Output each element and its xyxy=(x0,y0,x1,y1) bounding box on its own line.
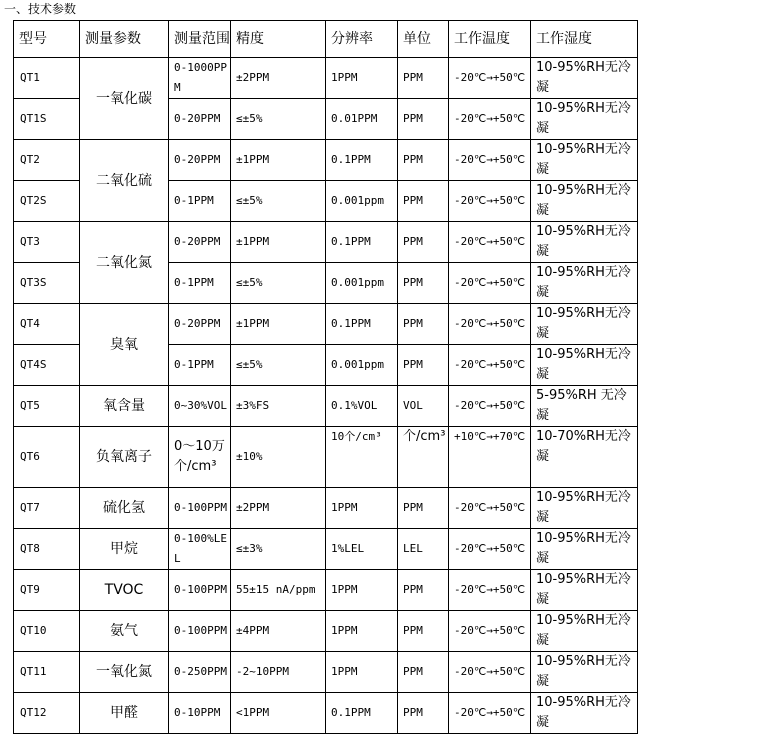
humidity-cell: 10-95%RH无冷凝 xyxy=(531,304,638,345)
model-cell: QT9 xyxy=(14,570,80,611)
resolution-cell: 0.1PPM xyxy=(326,304,398,345)
model-cell: QT12 xyxy=(14,693,80,734)
model-cell: QT10 xyxy=(14,611,80,652)
range-cell: 0-20PPM xyxy=(169,99,231,140)
header-temperature: 工作温度 xyxy=(449,21,531,58)
temperature-cell: -20℃→+50℃ xyxy=(449,140,531,181)
model-cell: QT11 xyxy=(14,652,80,693)
model-cell: QT4S xyxy=(14,345,80,386)
resolution-cell: 0.001ppm xyxy=(326,263,398,304)
range-cell: 0-250PPM xyxy=(169,652,231,693)
unit-cell: PPM xyxy=(398,304,449,345)
header-range: 测量范围 xyxy=(169,21,231,58)
humidity-cell: 10-95%RH无冷凝 xyxy=(531,181,638,222)
accuracy-cell: <1PPM xyxy=(231,693,326,734)
gas-cell: 一氧化氮 xyxy=(80,652,169,693)
gas-cell: 甲烷 xyxy=(80,529,169,570)
humidity-cell: 10-95%RH无冷凝 xyxy=(531,693,638,734)
range-cell: 0~30%VOL xyxy=(169,386,231,427)
model-cell: QT7 xyxy=(14,488,80,529)
humidity-cell: 10-95%RH无冷凝 xyxy=(531,652,638,693)
accuracy-cell: ±2PPM xyxy=(231,58,326,99)
humidity-cell: 10-95%RH无冷凝 xyxy=(531,263,638,304)
table-row xyxy=(14,58,638,99)
gas-cell: 氨气 xyxy=(80,611,169,652)
unit-cell: LEL xyxy=(398,529,449,570)
temperature-cell: -20℃→+50℃ xyxy=(449,570,531,611)
range-cell: 0-20PPM xyxy=(169,304,231,345)
temperature-cell: -20℃→+50℃ xyxy=(449,345,531,386)
model-cell: QT6 xyxy=(14,427,80,488)
model-cell: QT3 xyxy=(14,222,80,263)
gas-cell: 氧含量 xyxy=(80,386,169,427)
temperature-cell: -20℃→+50℃ xyxy=(449,222,531,263)
accuracy-cell: 55±15 nA/ppm xyxy=(231,570,326,611)
unit-cell: VOL xyxy=(398,386,449,427)
range-cell: 0-1PPM xyxy=(169,181,231,222)
header-humidity: 工作湿度 xyxy=(531,21,638,58)
accuracy-cell: ≤±5% xyxy=(231,345,326,386)
humidity-cell: 10-95%RH无冷凝 xyxy=(531,488,638,529)
table-row xyxy=(14,529,638,570)
gas-cell: 二氧化硫 xyxy=(80,140,169,222)
table-row xyxy=(14,693,638,734)
temperature-cell: -20℃→+50℃ xyxy=(449,488,531,529)
unit-cell: PPM xyxy=(398,693,449,734)
range-cell: 0-1PPM xyxy=(169,345,231,386)
range-cell: 0～10万 个/cm³ xyxy=(169,427,231,488)
gas-cell: 硫化氢 xyxy=(80,488,169,529)
unit-cell: PPM xyxy=(398,140,449,181)
table-row xyxy=(14,652,638,693)
humidity-cell: 10-95%RH无冷凝 xyxy=(531,570,638,611)
header-model: 型号 xyxy=(14,21,80,58)
section-heading: 一、技术参数 xyxy=(4,2,77,16)
model-cell: QT5 xyxy=(14,386,80,427)
temperature-cell: -20℃→+50℃ xyxy=(449,386,531,427)
temperature-cell: -20℃→+50℃ xyxy=(449,181,531,222)
resolution-cell: 1PPM xyxy=(326,488,398,529)
table-row xyxy=(14,488,638,529)
accuracy-cell: ±2PPM xyxy=(231,488,326,529)
accuracy-cell: ≤±5% xyxy=(231,99,326,140)
accuracy-cell: ≤±5% xyxy=(231,263,326,304)
resolution-cell: 1%LEL xyxy=(326,529,398,570)
temperature-cell: -20℃→+50℃ xyxy=(449,529,531,570)
humidity-cell: 10-70%RH无冷凝 xyxy=(531,427,638,488)
accuracy-cell: ±1PPM xyxy=(231,222,326,263)
range-cell: 0-10PPM xyxy=(169,693,231,734)
model-cell: QT3S xyxy=(14,263,80,304)
resolution-cell: 1PPM xyxy=(326,570,398,611)
resolution-cell: 10个/cm³ xyxy=(326,427,398,488)
unit-cell: PPM xyxy=(398,99,449,140)
resolution-cell: 0.1PPM xyxy=(326,140,398,181)
unit-cell: PPM xyxy=(398,345,449,386)
table-row xyxy=(14,570,638,611)
header-resolution: 分辨率 xyxy=(326,21,398,58)
range-cell: 0-100%LEL xyxy=(169,529,231,570)
resolution-cell: 0.01PPM xyxy=(326,99,398,140)
humidity-cell: 10-95%RH无冷凝 xyxy=(531,529,638,570)
humidity-cell: 10-95%RH无冷凝 xyxy=(531,611,638,652)
model-cell: QT2S xyxy=(14,181,80,222)
temperature-cell: -20℃→+50℃ xyxy=(449,99,531,140)
table-row xyxy=(14,140,638,181)
gas-cell: 一氧化碳 xyxy=(80,58,169,140)
temperature-cell: -20℃→+50℃ xyxy=(449,58,531,99)
humidity-cell: 10-95%RH无冷凝 xyxy=(531,140,638,181)
table-header-row xyxy=(14,21,638,58)
temperature-cell: -20℃→+50℃ xyxy=(449,652,531,693)
accuracy-cell: ±4PPM xyxy=(231,611,326,652)
unit-cell: PPM xyxy=(398,181,449,222)
humidity-cell: 10-95%RH无冷凝 xyxy=(531,222,638,263)
accuracy-cell: ±3%FS xyxy=(231,386,326,427)
humidity-cell: 5-95%RH 无冷凝 xyxy=(531,386,638,427)
header-unit: 单位 xyxy=(398,21,449,58)
resolution-cell: 0.1%VOL xyxy=(326,386,398,427)
table-row xyxy=(14,386,638,427)
unit-cell: PPM xyxy=(398,263,449,304)
table-row xyxy=(14,611,638,652)
gas-cell: 二氧化氮 xyxy=(80,222,169,304)
accuracy-cell: ≤±5% xyxy=(231,181,326,222)
humidity-cell: 10-95%RH无冷凝 xyxy=(531,345,638,386)
temperature-cell: -20℃→+50℃ xyxy=(449,611,531,652)
accuracy-cell: ±10% xyxy=(231,427,326,488)
range-cell: 0-20PPM xyxy=(169,222,231,263)
resolution-cell: 0.1PPM xyxy=(326,693,398,734)
accuracy-cell: ±1PPM xyxy=(231,304,326,345)
temperature-cell: -20℃→+50℃ xyxy=(449,304,531,345)
temperature-cell: +10℃→+70℃ xyxy=(449,427,531,488)
unit-cell: PPM xyxy=(398,488,449,529)
range-cell: 0-20PPM xyxy=(169,140,231,181)
accuracy-cell: -2~10PPM xyxy=(231,652,326,693)
header-accuracy: 精度 xyxy=(231,21,326,58)
unit-cell: PPM xyxy=(398,222,449,263)
model-cell: QT8 xyxy=(14,529,80,570)
model-cell: QT1S xyxy=(14,99,80,140)
resolution-cell: 1PPM xyxy=(326,58,398,99)
table-row xyxy=(14,222,638,263)
gas-cell: TVOC xyxy=(80,570,169,611)
resolution-cell: 0.001ppm xyxy=(326,181,398,222)
humidity-cell: 10-95%RH无冷凝 xyxy=(531,58,638,99)
gas-cell: 甲醛 xyxy=(80,693,169,734)
range-cell: 0-1000PPM xyxy=(169,58,231,99)
spec-table xyxy=(13,20,638,734)
temperature-cell: -20℃→+50℃ xyxy=(449,693,531,734)
unit-cell: 个/cm³ xyxy=(398,427,449,488)
temperature-cell: -20℃→+50℃ xyxy=(449,263,531,304)
resolution-cell: 0.001ppm xyxy=(326,345,398,386)
accuracy-cell: ±1PPM xyxy=(231,140,326,181)
range-cell: 0-100PPM xyxy=(169,488,231,529)
unit-cell: PPM xyxy=(398,570,449,611)
resolution-cell: 0.1PPM xyxy=(326,222,398,263)
range-cell: 0-1PPM xyxy=(169,263,231,304)
accuracy-cell: ≤±3% xyxy=(231,529,326,570)
model-cell: QT4 xyxy=(14,304,80,345)
unit-cell: PPM xyxy=(398,58,449,99)
range-cell: 0-100PPM xyxy=(169,611,231,652)
model-cell: QT1 xyxy=(14,58,80,99)
header-parameter: 测量参数 xyxy=(80,21,169,58)
unit-cell: PPM xyxy=(398,652,449,693)
unit-cell: PPM xyxy=(398,611,449,652)
humidity-cell: 10-95%RH无冷凝 xyxy=(531,99,638,140)
resolution-cell: 1PPM xyxy=(326,611,398,652)
range-cell: 0-100PPM xyxy=(169,570,231,611)
table-row xyxy=(14,427,638,488)
model-cell: QT2 xyxy=(14,140,80,181)
gas-cell: 负氧离子 xyxy=(80,427,169,488)
resolution-cell: 1PPM xyxy=(326,652,398,693)
gas-cell: 臭氧 xyxy=(80,304,169,386)
table-row xyxy=(14,304,638,345)
